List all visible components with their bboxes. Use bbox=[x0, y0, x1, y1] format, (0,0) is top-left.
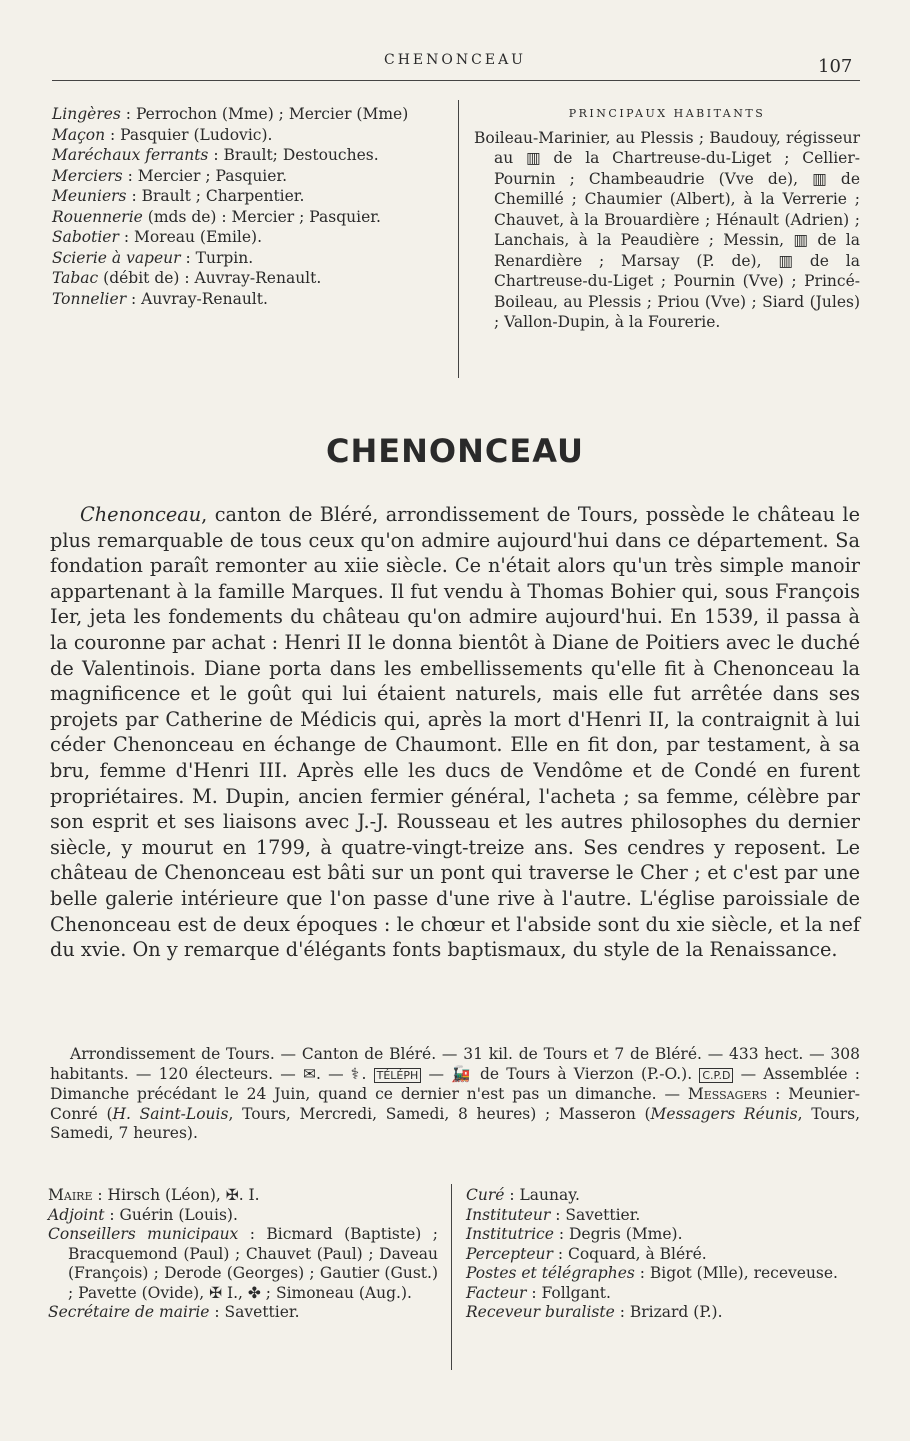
column-divider bbox=[451, 1184, 452, 1370]
service-entry: Facteur : Follgant. bbox=[466, 1283, 611, 1302]
service-entry: Receveur buraliste : Brizard (P.). bbox=[466, 1303, 723, 1321]
official-entry: Conseillers municipaux : Bicmard (Baptiste) ; Bracquemond (Paul) ; Chauvet (Paul) ; Daveau (François) ; Derode (Georges) ; Gautier (Gust.) ; Pavette (Ovide), ✠ I., ✤ ; Simoneau (Aug.). bbox=[48, 1225, 438, 1302]
trade-entry: Tabac (débit de) : Auvray-Renault. bbox=[52, 269, 322, 287]
official-entry: Adjoint : Guérin (Louis). bbox=[48, 1205, 238, 1224]
trade-entry: Rouennerie (mds de) : Mercier ; Pasquier. bbox=[52, 207, 381, 226]
trade-entry: Tonnelier : Auvray-Renault. bbox=[52, 289, 268, 308]
municipal-officials bbox=[48, 1186, 438, 1323]
page-title: CHENONCEAU bbox=[326, 432, 584, 470]
page-number: 107 bbox=[818, 56, 853, 77]
public-services bbox=[466, 1186, 860, 1323]
running-title: CHENONCEAU bbox=[384, 52, 526, 68]
section-title: PRINCIPAUX HABITANTS bbox=[568, 107, 766, 120]
service-entry: Instituteur : Savettier. bbox=[466, 1205, 641, 1224]
paragraph-text: , canton de Bléré, arrondissement de Tours, possède le château le plus remarquable de tous ceux qu'on admire aujourd'hui dans ce département. Sa fondation paraît remonter au xiie siècle. Ce n'était alors qu'un très simple manoir appartenant à la famille Marques. Il fut vendu à Thomas Bohier qui, sous François Ier, jeta les fondements du château qu'on admire aujourd'hui. En 1539, il passa à la couronne par achat : Henri II le donna bientôt à Diane de Poitiers avec le duché de Valentinois. Diane porta dans les embellissements qu'elle fit à Chenonceau la magnificence et le goût qui lui étaient naturels, mais elle fut arrêtée dans ses projets par Catherine de Médicis qui, après la mort d'Henri II, la contraignit à lui céder Chenonceau en échange de Chaumont. Elle en fit don, par testament, à sa bru, femme d'Henri III. Après elle les ducs de Vendôme et de Condé en furent propriétaires. M. Dupin, ancien fermier général, l'acheta ; sa femme, célèbre par son esprit et ses liaisons avec J.-J. Rousseau et les autres philosophes du dernier siècle, y mourut en 1799, à quatre-vingt-treize ans. Ses cendres y reposent. Le château de Chenonceau est bâti sur un pont qui traverse le Cher ; et c'est par une belle galerie intérieure que l'on passe d'une rive à l'autre. L'église paroissiale de Chenonceau est de deux époques : le chœur et l'abside sont du xie siècle, et la nef du xvie. On y remarque d'élégants fonts baptismaux, du style de la Renaissance. bbox=[50, 503, 860, 962]
official-entry: Maire : Hirsch (Léon), ✠. I. bbox=[48, 1186, 260, 1204]
cpd-badge: C.P.D bbox=[699, 1068, 733, 1083]
column-divider bbox=[458, 100, 459, 378]
service-entry: Postes et télégraphes : Bigot (Mlle), receveuse. bbox=[466, 1264, 838, 1282]
trades-list bbox=[52, 104, 444, 309]
trade-entry: Maréchaux ferrants : Brault; Destouches. bbox=[52, 146, 379, 164]
header-rule bbox=[52, 80, 860, 81]
lead-word: Chenonceau bbox=[80, 503, 202, 526]
service-entry: Institutrice : Degris (Mme). bbox=[466, 1225, 683, 1243]
trade-entry: Scierie à vapeur : Turpin. bbox=[52, 248, 254, 267]
inhabitants-text: Boileau-Marinier, au Plessis ; Baudouy, régisseur au ▥ de la Chartreuse-du-Liget ; Cellier-Pournin ; Chambeaudrie (Vve de), ▥ de Chemillé ; Chaumier (Albert), à la Verrerie ; Chauvet, à la Brouardière ; Hénault (Adrien) ; Lanchais, à la Peaudière ; Messin, ▥ de la Renardière ; Marsay (P. de), ▥ de la Chartreuse-du-Liget ; Pournin (Vve) ; Princé-Boileau, au Plessis ; Priou (Vve) ; Siard (Jules) ; Vallon-Dupin, à la Fourerie. bbox=[474, 128, 860, 331]
trade-entry: Meuniers : Brault ; Charpentier. bbox=[52, 187, 305, 205]
admin-info: Arrondissement de Tours. — Canton de Bléré. — 31 kil. de Tours et 7 de Bléré. — 433 hect. — 308 habitants. — 120 électeurs. — ✉. — ⚕. TÉLÉPH — 🚂 de Tours à Vierzon (P.-O.). C.P.D — Assemblée : Dimanche précédant le 24 Juin, quand ce dernier n'est pas un dimanche. — Messagers : Meunier-Conré (H. Saint-Louis, Tours, Mercredi, Samedi, 8 heures) ; Masseron (Messagers Réunis, Tours, Samedi, 7 heures). bbox=[50, 1045, 860, 1142]
principal-inhabitants bbox=[474, 104, 860, 333]
service-entry: Curé : Launay. bbox=[466, 1186, 580, 1204]
service-entry: Percepteur : Coquard, à Bléré. bbox=[466, 1244, 707, 1263]
official-entry: Secrétaire de mairie : Savettier. bbox=[48, 1303, 300, 1321]
trade-entry: Maçon : Pasquier (Ludovic). bbox=[52, 125, 273, 144]
telephone-badge: TÉLÉPH bbox=[374, 1068, 422, 1083]
trade-entry: Lingères : Perrochon (Mme) ; Mercier (Mme) bbox=[52, 105, 409, 123]
trade-entry: Sabotier : Moreau (Emile). bbox=[52, 228, 263, 246]
trade-entry: Merciers : Mercier ; Pasquier. bbox=[52, 166, 288, 185]
history-paragraph bbox=[50, 502, 860, 963]
